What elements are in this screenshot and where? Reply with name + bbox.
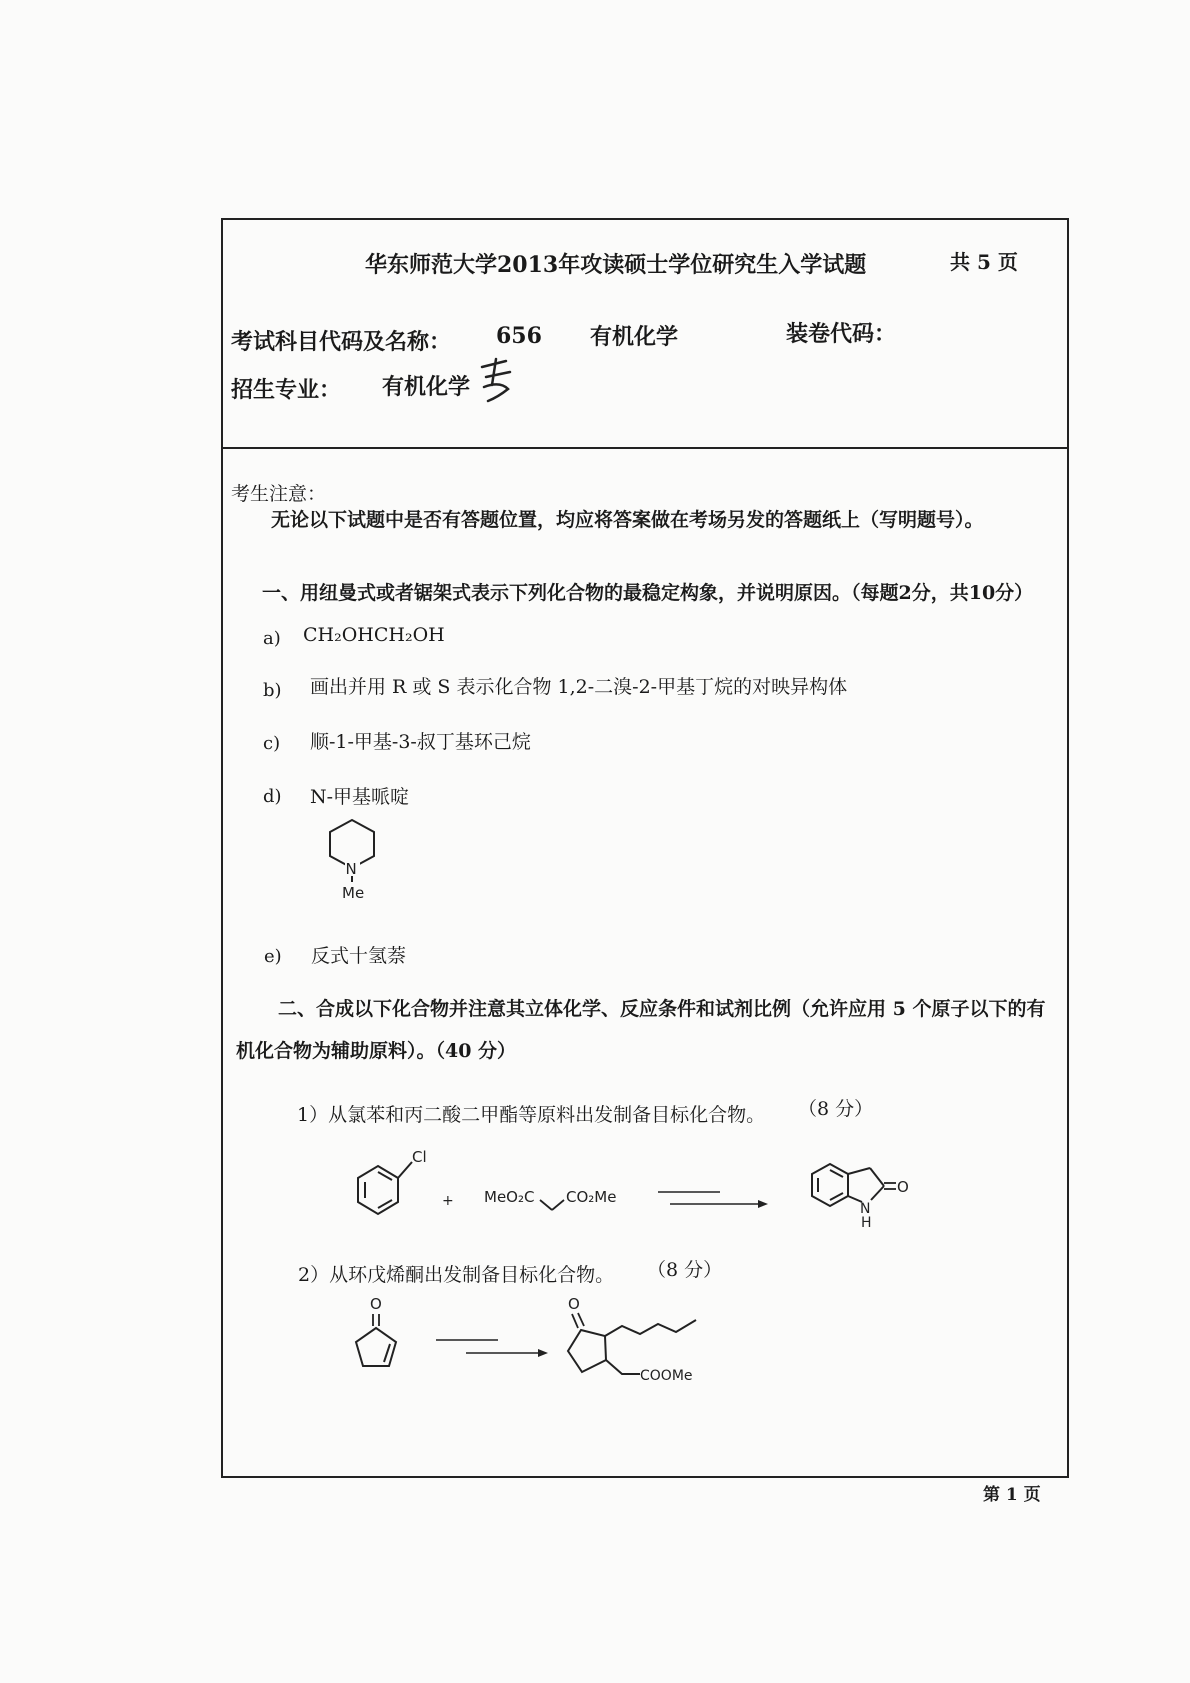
exam-title: 华东师范大学2013年攻读硕士学位研究生入学试题: [365, 252, 867, 278]
subject-label: 考试科目代码及名称：: [231, 329, 452, 355]
item-label: d): [263, 786, 282, 807]
dimethyl-malonate-structure: [484, 1188, 616, 1210]
chlorobenzene-structure: [358, 1148, 427, 1214]
oxindole-h-label: H: [861, 1215, 872, 1231]
page-count: 共 5 页: [950, 250, 1018, 274]
major-value: 有机化学: [382, 374, 471, 400]
q2-reaction-scheme: [340, 1288, 760, 1398]
cyclopentenone-oxo-label: O: [370, 1295, 382, 1313]
subject-code: 656: [496, 323, 542, 349]
malonate-left-label: MeO₂C: [484, 1188, 535, 1206]
item-text: CH₂OHCH₂OH: [303, 624, 445, 646]
oxindole-n-label: N: [860, 1201, 871, 1217]
item-label: a): [263, 628, 281, 649]
item-label: c): [263, 733, 281, 754]
section1-title: 一、用纽曼式或者锯架式表示下列化合物的最稳定构象，并说明原因。（每题2分，共10分）: [262, 582, 1034, 604]
piperidine-n-label: N: [345, 860, 357, 878]
multistep-arrow: [436, 1340, 548, 1357]
cl-label: Cl: [412, 1148, 427, 1166]
major-label: 招生专业：: [231, 377, 342, 403]
ester-label: COOMe: [640, 1368, 693, 1384]
notice-heading: 考生注意：: [231, 483, 327, 505]
substituted-cyclopentanone-structure: [568, 1295, 696, 1384]
item-text: N-甲基哌啶: [310, 786, 410, 808]
piperidine-me-label: Me: [342, 884, 365, 902]
item-text: 顺-1-甲基-3-叔丁基环己烷: [310, 731, 531, 753]
handwritten-mark-icon: [476, 355, 516, 405]
item-label: e): [264, 946, 282, 967]
item-text: 画出并用 R 或 S 表示化合物 1,2-二溴-2-甲基丁烷的对映异构体: [310, 676, 848, 698]
section2-title-line2: 机化合物为辅助原料）。（40 分）: [236, 1040, 517, 1062]
n-methylpiperidine-structure: [318, 816, 378, 906]
header-divider: [221, 447, 1069, 449]
section2-title-line1: 二、合成以下化合物并注意其立体化学、反应条件和试剂比例（允许应用 5 个原子以下的有: [278, 998, 1046, 1020]
cyclopentenone-structure: [356, 1295, 396, 1366]
oxindole-oxo-label: O: [897, 1178, 909, 1196]
product-oxo-label: O: [568, 1295, 580, 1313]
plus-sign: +: [442, 1193, 454, 1209]
q1-points: （8 分）: [798, 1098, 874, 1120]
q1-reaction-scheme: [340, 1140, 930, 1240]
item-label: b): [263, 680, 282, 701]
subject-name: 有机化学: [590, 324, 679, 350]
multistep-arrow: [658, 1192, 768, 1208]
oxindole-structure: [812, 1164, 909, 1231]
page-number: 第 1 页: [983, 1485, 1041, 1505]
item-text: 反式十氢萘: [311, 945, 407, 967]
package-code-label: 装卷代码：: [786, 321, 897, 347]
q1-text: 1）从氯苯和丙二酸二甲酯等原料出发制备目标化合物。: [297, 1104, 766, 1126]
notice-body: 无论以下试题中是否有答题位置，均应将答案做在考场另发的答题纸上（写明题号）。: [271, 509, 984, 531]
q2-text: 2）从环戊烯酮出发制备目标化合物。: [298, 1264, 615, 1286]
malonate-right-label: CO₂Me: [566, 1188, 617, 1206]
q2-points: （8 分）: [647, 1259, 723, 1281]
